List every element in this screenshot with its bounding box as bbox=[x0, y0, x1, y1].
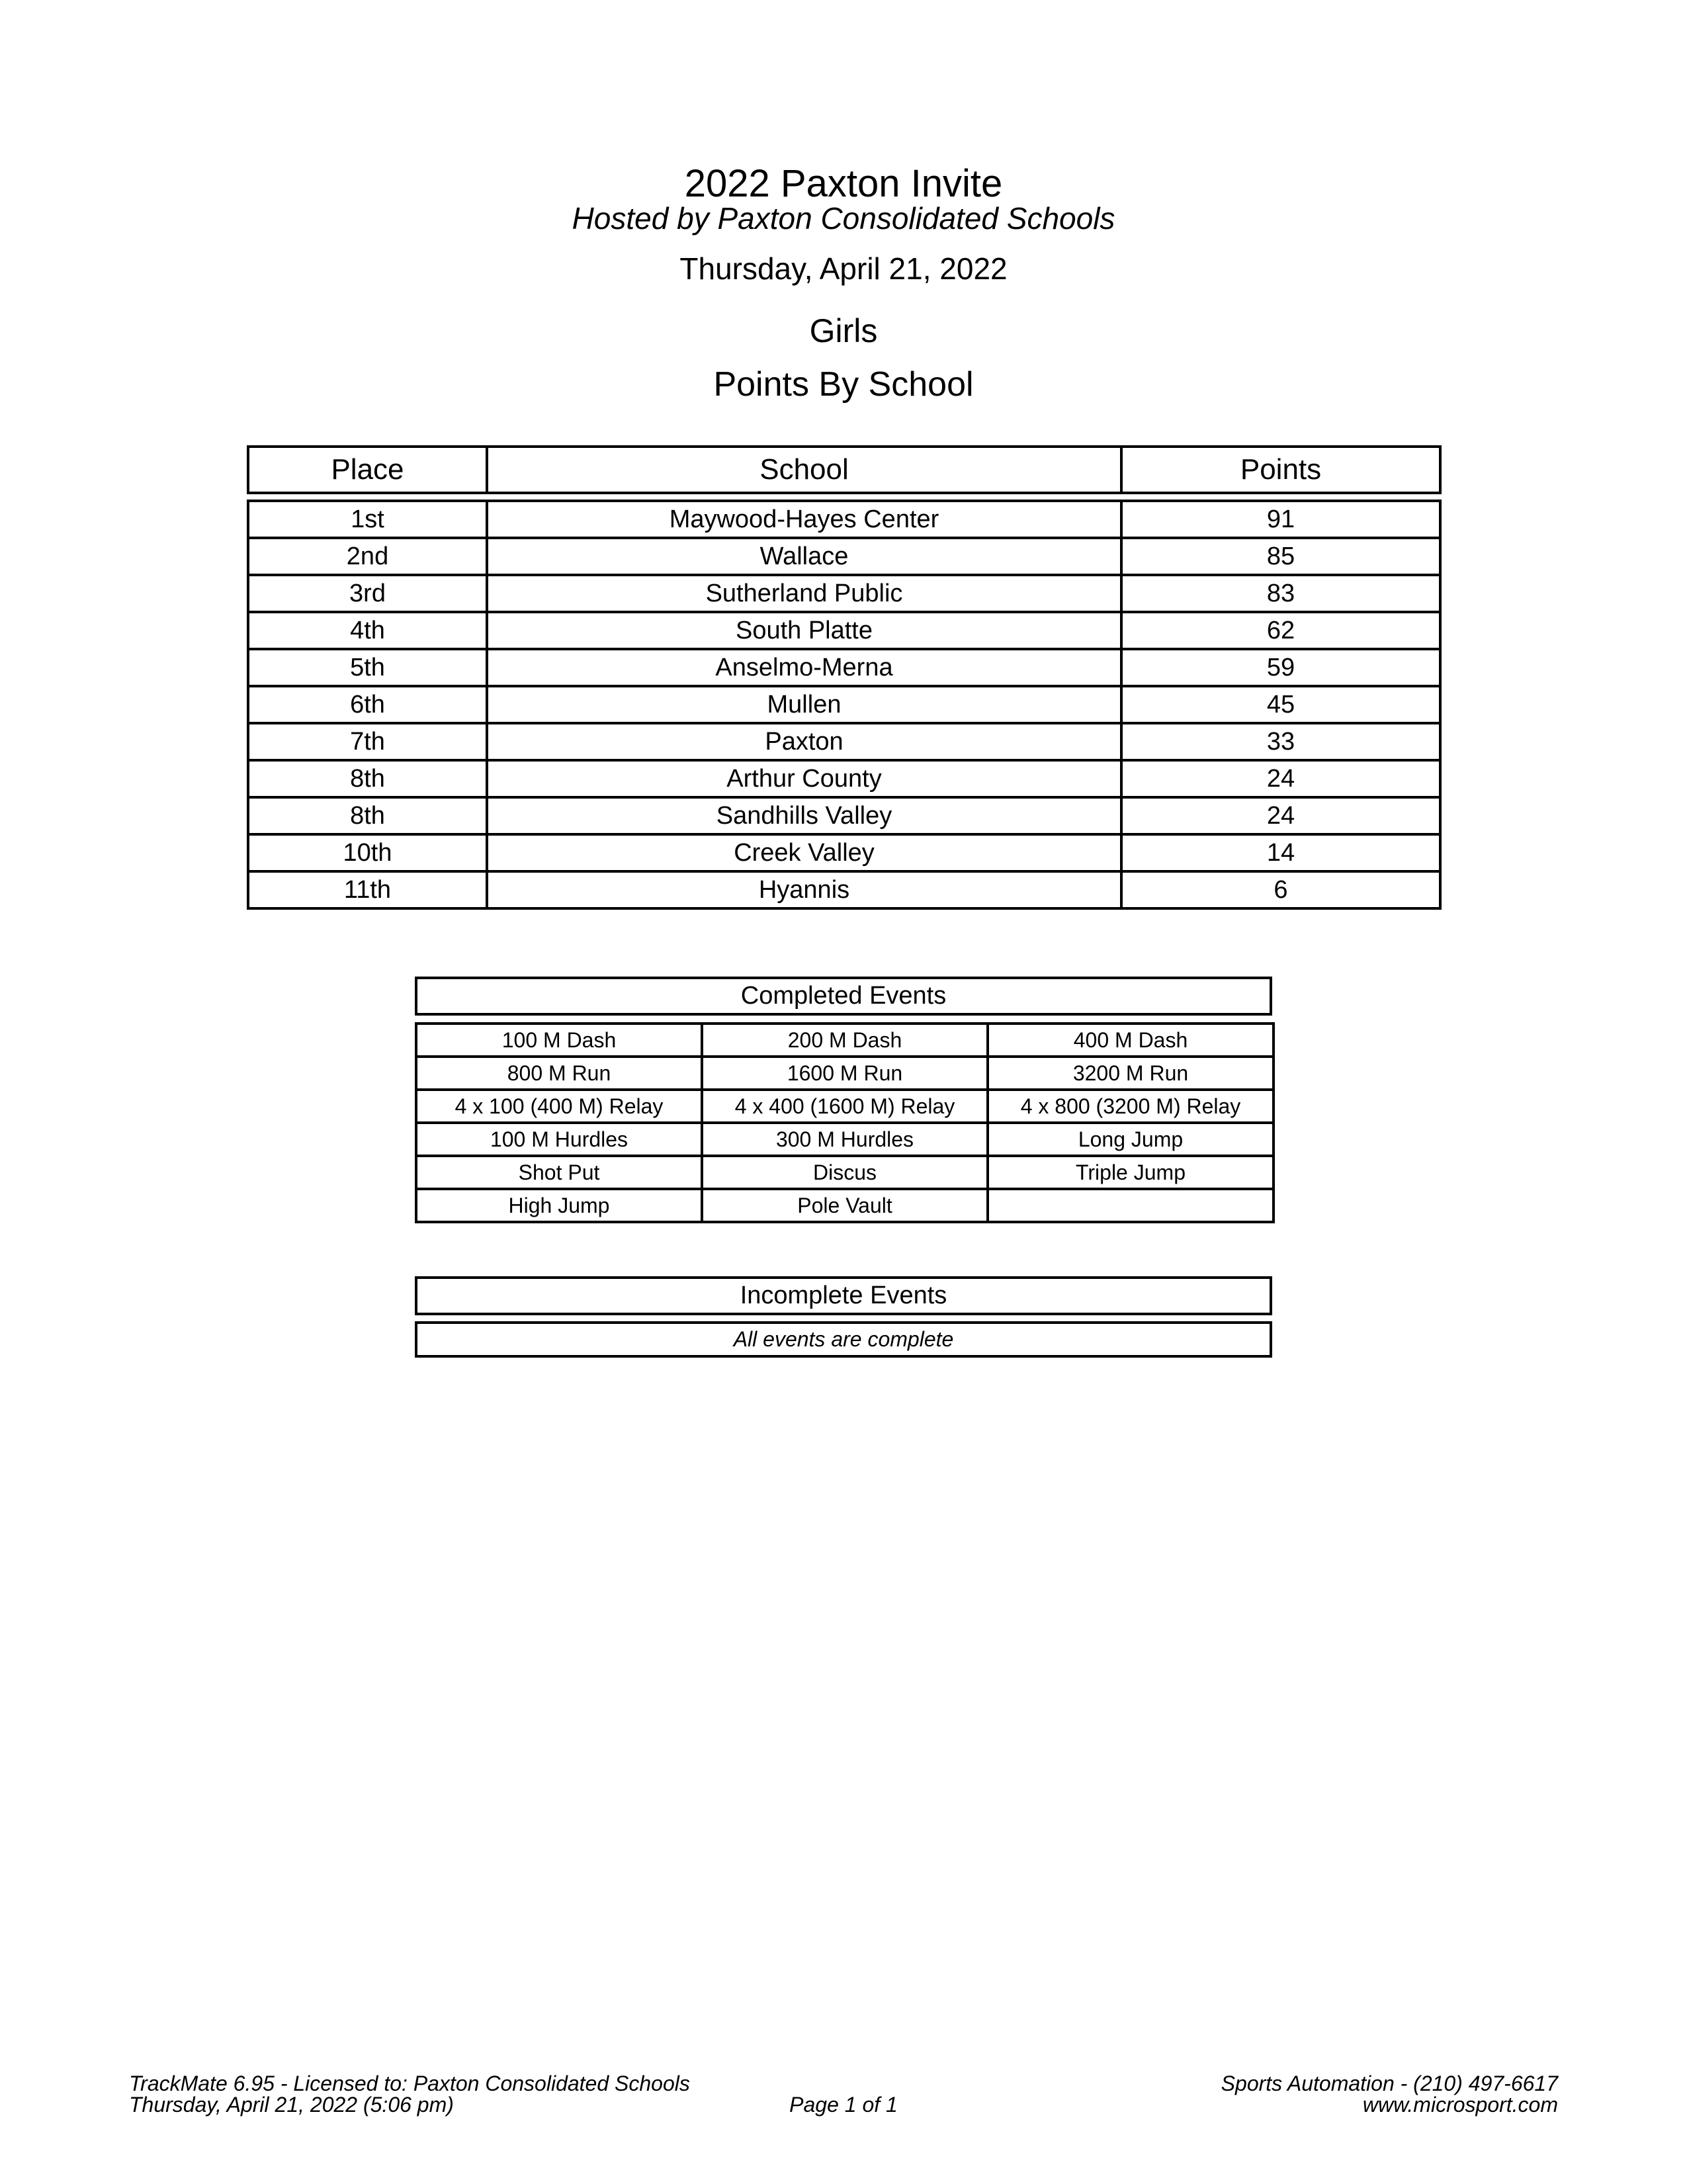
event-row bbox=[416, 1057, 1274, 1090]
table-row bbox=[248, 834, 1440, 871]
school-cell: Wallace bbox=[487, 538, 1121, 575]
report-title: Points By School bbox=[713, 365, 974, 404]
school-cell: Creek Valley bbox=[487, 834, 1121, 871]
table-row bbox=[248, 723, 1440, 760]
place-cell: 2nd bbox=[248, 538, 487, 575]
completed-events-table bbox=[415, 1022, 1275, 1223]
column-header-points: Points bbox=[1121, 447, 1440, 493]
event-cell: Long Jump bbox=[988, 1123, 1274, 1156]
event-cell: 3200 M Run bbox=[988, 1057, 1274, 1090]
event-cell: 300 M Hurdles bbox=[702, 1123, 988, 1156]
event-cell: Triple Jump bbox=[988, 1156, 1274, 1189]
place-cell: 10th bbox=[248, 834, 487, 871]
incomplete-events-header bbox=[415, 1276, 1272, 1315]
points-cell: 24 bbox=[1121, 797, 1440, 834]
footer-right bbox=[1221, 2073, 1558, 2115]
school-cell: Arthur County bbox=[487, 760, 1121, 797]
place-cell: 4th bbox=[248, 612, 487, 649]
footer-vendor: Sports Automation - (210) 497-6617 bbox=[1221, 2072, 1558, 2095]
meet-date: Thursday, April 21, 2022 bbox=[679, 251, 1008, 286]
footer-website: www.microsport.com bbox=[1362, 2093, 1558, 2117]
place-cell: 6th bbox=[248, 686, 487, 723]
incomplete-events-title: Incomplete Events bbox=[416, 1278, 1271, 1314]
event-row bbox=[416, 1123, 1274, 1156]
event-cell: 100 M Hurdles bbox=[416, 1123, 702, 1156]
event-cell: 4 x 800 (3200 M) Relay bbox=[988, 1090, 1274, 1123]
event-cell: High Jump bbox=[416, 1189, 702, 1222]
points-cell: 14 bbox=[1121, 834, 1440, 871]
table-row bbox=[248, 575, 1440, 612]
event-cell: 4 x 100 (400 M) Relay bbox=[416, 1090, 702, 1123]
place-cell: 7th bbox=[248, 723, 487, 760]
table-row bbox=[248, 538, 1440, 575]
event-row bbox=[416, 1090, 1274, 1123]
footer-printed-date: Thursday, April 21, 2022 (5:06 pm) bbox=[129, 2093, 454, 2117]
points-cell: 85 bbox=[1121, 538, 1440, 575]
event-cell: 200 M Dash bbox=[702, 1024, 988, 1057]
place-cell: 1st bbox=[248, 501, 487, 538]
standings-header bbox=[247, 445, 1442, 494]
event-cell-empty bbox=[988, 1189, 1274, 1222]
points-cell: 59 bbox=[1121, 649, 1440, 686]
footer-page-number: Page 1 of 1 bbox=[789, 2093, 898, 2117]
place-cell: 5th bbox=[248, 649, 487, 686]
column-header-place: Place bbox=[248, 447, 487, 493]
place-cell: 3rd bbox=[248, 575, 487, 612]
event-cell: 100 M Dash bbox=[416, 1024, 702, 1057]
footer-license: TrackMate 6.95 - Licensed to: Paxton Consolidated Schools bbox=[129, 2072, 690, 2095]
points-cell: 62 bbox=[1121, 612, 1440, 649]
school-cell: Anselmo-Merna bbox=[487, 649, 1121, 686]
event-cell: 400 M Dash bbox=[988, 1024, 1274, 1057]
school-cell: Hyannis bbox=[487, 871, 1121, 908]
place-cell: 8th bbox=[248, 760, 487, 797]
division-label: Girls bbox=[809, 312, 878, 349]
place-cell: 8th bbox=[248, 797, 487, 834]
school-cell: Maywood-Hayes Center bbox=[487, 501, 1121, 538]
table-row bbox=[248, 797, 1440, 834]
incomplete-events-table bbox=[415, 1321, 1272, 1358]
meet-host: Hosted by Paxton Consolidated Schools bbox=[572, 201, 1115, 236]
school-cell: Sandhills Valley bbox=[487, 797, 1121, 834]
points-cell: 91 bbox=[1121, 501, 1440, 538]
completed-events-title: Completed Events bbox=[416, 978, 1271, 1014]
event-cell: Shot Put bbox=[416, 1156, 702, 1189]
points-cell: 83 bbox=[1121, 575, 1440, 612]
school-cell: Sutherland Public bbox=[487, 575, 1121, 612]
event-cell: Pole Vault bbox=[702, 1189, 988, 1222]
event-cell: 1600 M Run bbox=[702, 1057, 988, 1090]
table-row bbox=[248, 649, 1440, 686]
event-cell: Discus bbox=[702, 1156, 988, 1189]
incomplete-events-message: All events are complete bbox=[416, 1323, 1271, 1356]
standings-table bbox=[247, 500, 1442, 910]
event-cell: 800 M Run bbox=[416, 1057, 702, 1090]
event-row bbox=[416, 1024, 1274, 1057]
points-cell: 6 bbox=[1121, 871, 1440, 908]
completed-events-header bbox=[415, 977, 1272, 1016]
school-cell: Paxton bbox=[487, 723, 1121, 760]
points-cell: 33 bbox=[1121, 723, 1440, 760]
school-cell: South Platte bbox=[487, 612, 1121, 649]
event-cell: 4 x 400 (1600 M) Relay bbox=[702, 1090, 988, 1123]
table-row bbox=[248, 501, 1440, 538]
place-cell: 11th bbox=[248, 871, 487, 908]
points-cell: 24 bbox=[1121, 760, 1440, 797]
event-row bbox=[416, 1156, 1274, 1189]
school-cell: Mullen bbox=[487, 686, 1121, 723]
column-header-school: School bbox=[487, 447, 1121, 493]
meet-title: 2022 Paxton Invite bbox=[684, 162, 1003, 205]
points-cell: 45 bbox=[1121, 686, 1440, 723]
event-row bbox=[416, 1189, 1274, 1222]
table-row bbox=[248, 612, 1440, 649]
table-row bbox=[248, 686, 1440, 723]
table-row bbox=[248, 760, 1440, 797]
table-row bbox=[248, 871, 1440, 908]
